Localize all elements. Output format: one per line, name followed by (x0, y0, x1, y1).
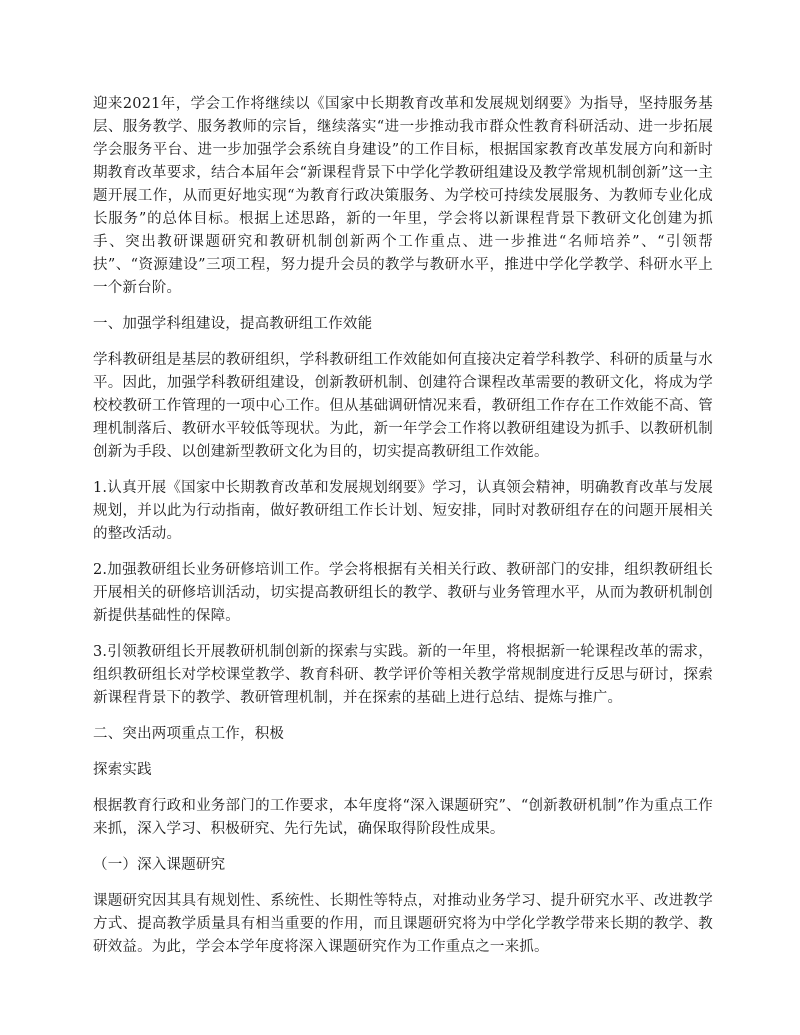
list-item-3: 3.引领教研组长开展教研机制创新的探索与实践。新的一年里，将根据新一轮课程改革的需求，组织教研组长对学校课堂教学、教育科研、教学评价等相关教学常规制度进行反思与研讨，探索新课程背景下的教学、教研管理机制，并在探索的基础上进行总结、提炼与推广。 (93, 644, 713, 706)
document-page (93, 93, 713, 972)
section-heading-2-continued: 探索实践 (93, 762, 152, 778)
section-heading-2: 二、突出两项重点工作，积极 (93, 726, 285, 742)
section-2-paragraph: 根据教育行政和业务部门的工作要求，本年度将“深入课题研究”、“创新教研机制”作为重点工作来抓，深入学习、积极研究、先行先试，确保取得阶段性成果。 (93, 798, 713, 837)
intro-paragraph: 迎来2021年，学会工作将继续以《国家中长期教育改革和发展规划纲要》为指导，坚持服务基层、服务教学、服务教师的宗旨，继续落实“进一步推动我市群众性教育科研活动、进一步拓展学会服务平台、进一步加强学会系统自身建设”的工作目标，根据国家教育改革发展方向和新时期教育改革要求，结合本届年会“新课程背景下中学化学教研组建设及教学常规机制创新”这一主题开展工作，从而更好地实现“为教育行政决策服务、为学校可持续发展服务、为教师专业化成长服务”的总体目标。根据上述思路，新的一年里，学会将以新课程背景下教研文化创建为抓手、突出教研课题研究和教研机制创新两个工作重点、进一步推进“名师培养”、“引领帮扶”、“资源建设”三项工程，努力提升会员的教学与教研水平，推进中学化学教学、科研水平上一个新台阶。 (93, 96, 713, 296)
section-heading-1: 一、加强学科组建设，提高教研组工作效能 (93, 316, 373, 332)
section-1-paragraph: 学科教研组是基层的教研组织，学科教研组工作效能如何直接决定着学科教学、科研的质量与水平。因此，加强学科教研组建设，创新教研机制、创建符合课程改革需要的教研文化，将成为学校校教研工作管理的一项中心工作。但从基础调研情况来看，教研组工作存在工作效能不高、管理机制落后、教研水平较低等现状。为此，新一年学会工作将以教研组建设为抓手、以教研机制创新为手段、以创建新型教研文化为目的，切实提高教研组工作效能。 (93, 352, 713, 460)
subsection-heading-1: （一）深入课题研究 (93, 857, 226, 873)
list-item-2: 2.加强教研组长业务研修培训工作。学会将根据有关相关行政、教研部门的安排，组织教研组长开展相关的研修培训活动，切实提高教研组长的教学、教研与业务管理水平，从而为教研机制创新提供基础性的保障。 (93, 562, 713, 624)
list-item-1: 1.认真开展《国家中长期教育改革和发展规划纲要》学习，认真领会精神，明确教育改革与发展规划，并以此为行动指南，做好教研组工作长计划、短安排，同时对教研组存在的问题开展相关的整改活动。 (93, 480, 713, 542)
subsection-1-paragraph: 课题研究因其具有规划性、系统性、长期性等特点，对推动业务学习、提升研究水平、改进教学方式、提高教学质量具有相当重要的作用，而且课题研究将为中学化学教学带来长期的教学、教研效益。为此，学会本学年度将深入课题研究作为工作重点之一来抓。 (93, 893, 713, 955)
